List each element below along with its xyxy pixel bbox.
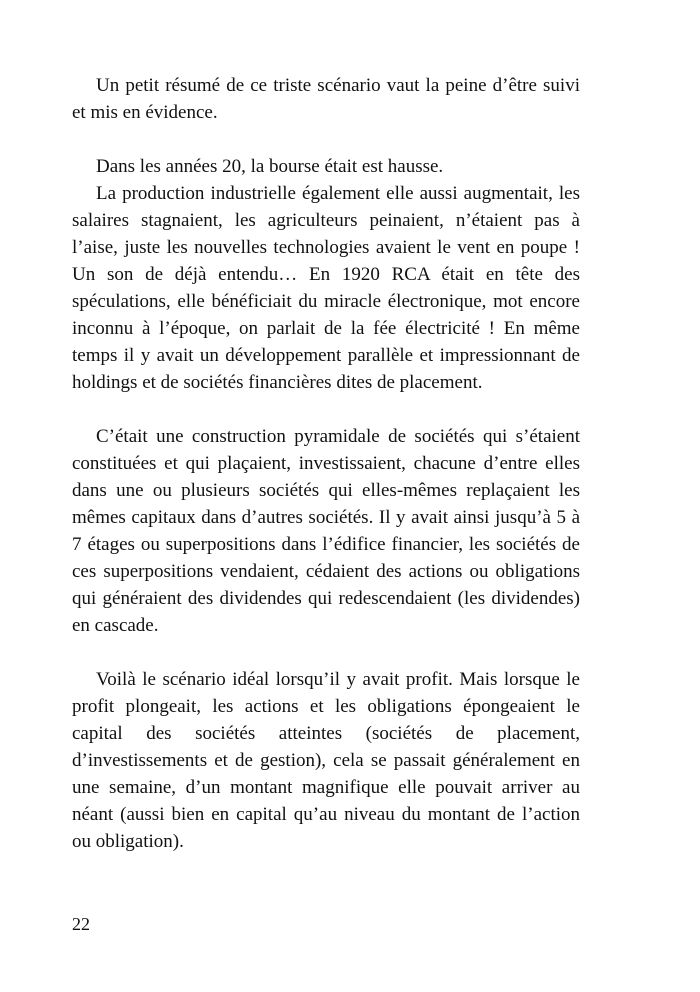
paragraph-ideal-scenario: Voilà le scénario idéal lorsqu’il y avait profit. Mais lorsque le profit plongeait, les actions et les obligations épongeaient le capital des sociétés atteintes (sociétés de placement, d’investissements et de gestion), cela se passait généralement en une semaine, d’un montant magnifique elle pouvait arriver au néant (aussi bien en capital qu’au niveau du montant de l’action ou obligation). — [72, 669, 580, 852]
paragraph-twenties-stock-market: Dans les années 20, la bourse était est hausse. — [96, 156, 444, 177]
paragraph-industrial-production: La production industrielle également elle aussi augmentait, les salaires stagnaient, les agriculteurs peinaient, n’étaient pas à l’aise, juste les nouvelles technologies avaient le vent en poupe ! Un son de déjà entendu… En 1920 RCA était en tête des spéculations, elle bénéficiait du miracle électronique, mot encore inconnu à l’époque, on parlait de la fée électricité ! En même temps il y avait un développement parallèle et impressionnant de holdings et de sociétés financières dites de placement. — [72, 183, 580, 393]
page-number: 22 — [72, 914, 90, 934]
page-body — [72, 72, 580, 855]
paragraph-summary-intro: Un petit résumé de ce triste scénario vaut la peine d’être suivi et mis en évidence. — [72, 75, 580, 123]
paragraph-pyramidal-construction: C’était une construction pyramidale de sociétés qui s’étaient constituées et qui plaçaient, investissaient, chacune d’entre elles dans une ou plusieurs sociétés qui elles-mêmes replaçaient les mêmes capitaux dans d’autres sociétés. Il y avait ainsi jusqu’à 5 à 7 étages ou superpositions dans l’édifice financier, les sociétés de ces superpositions vendaient, cédaient des actions ou obligations qui généraient des dividendes qui redescendaient (les dividendes) en cascade. — [72, 426, 580, 636]
